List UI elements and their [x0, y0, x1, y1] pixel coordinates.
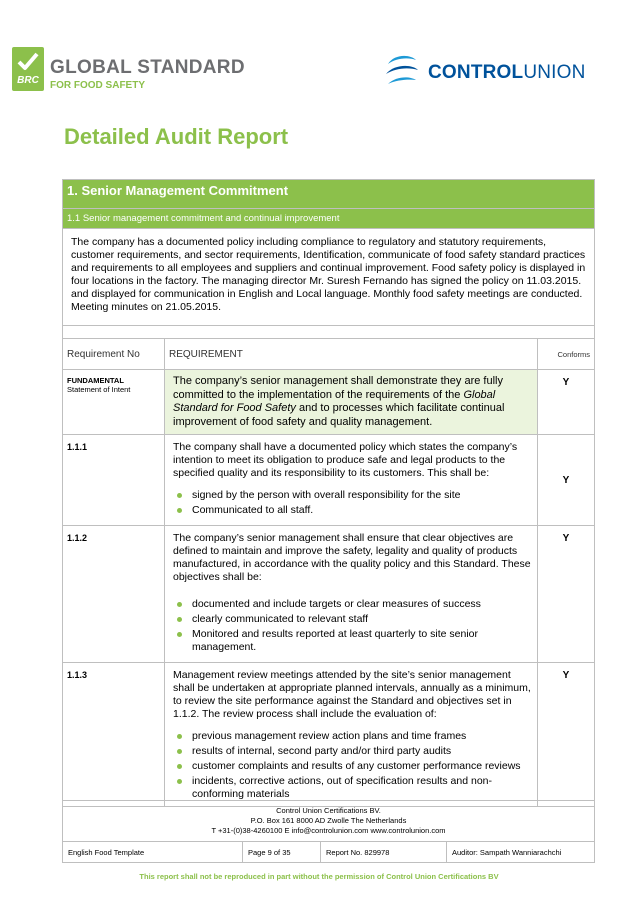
requirement-number: 1.1.3: [63, 663, 165, 807]
footer-contact: T +31-(0)38-4260100 E info@controlunion.com www.controlunion.com: [211, 826, 446, 835]
control-union-logo: [384, 52, 604, 92]
footer-report-number: Report No. 829978: [321, 842, 447, 863]
section-heading: 1. Senior Management Commitment: [63, 180, 595, 209]
brc-badge-text: BRC: [17, 75, 39, 86]
footer-address: P.O. Box 161 8000 AD Zwolle The Netherlands: [250, 816, 407, 825]
col-conforms: Conforms: [538, 339, 595, 370]
requirement-text: The company’s senior management shall ensure that clear objectives are defined to maintain and improve the safety, legality and quality of products manufactured, in accordance with the quality policy and this Standard. These objectives shall be:: [173, 532, 531, 583]
fundamental-label-cell: [63, 370, 165, 435]
requirement-row-1-1-2: [63, 526, 595, 663]
bullet-item: customer complaints and results of any customer performance reviews: [173, 760, 531, 773]
requirement-row-1-1-3: [63, 663, 595, 807]
bullet-item: clearly communicated to relevant staff: [173, 613, 531, 626]
col-requirement: REQUIREMENT: [165, 339, 538, 370]
section-heading-row: [63, 180, 595, 209]
requirement-bullets: [173, 730, 531, 801]
requirement-text: The company shall have a documented policy which states the company’s intention to meet its obligation to produce safe and legal products to the specified quality and its responsibility to its customers. This shall be:: [173, 441, 518, 479]
bullet-item: incidents, corrective actions, out of specification results and non-conforming materials: [173, 775, 531, 801]
bullet-item: Communicated to all staff.: [173, 504, 531, 517]
bullet-item: previous management review action plans and time frames: [173, 730, 531, 743]
requirement-bullets: [173, 489, 531, 517]
bullet-item: documented and include targets or clear measures of success: [173, 598, 531, 611]
footer-meta-row: [63, 842, 595, 863]
footer-page-number: Page 9 of 35: [243, 842, 321, 863]
narrative-row: [63, 229, 595, 326]
page-title: Detailed Audit Report: [64, 124, 289, 149]
requirement-text-cell: [165, 663, 538, 807]
audit-table: [62, 179, 595, 807]
brc-title: GLOBAL STANDARD: [50, 57, 245, 78]
checkmark-icon: [17, 51, 39, 71]
bullet-item: results of internal, second party and/or third party audits: [173, 745, 531, 758]
bullet-item: Monitored and results reported at least quarterly to site senior management.: [173, 628, 531, 654]
footer-company: Control Union Certifications BV.: [276, 806, 381, 815]
fundamental-row: [63, 370, 595, 435]
requirement-text-cell: [165, 526, 538, 663]
brc-subtitle: FOR FOOD SAFETY: [50, 80, 145, 91]
column-header-row: [63, 339, 595, 370]
footer-auditor: Auditor: Sampath Wanniarachchi: [447, 842, 595, 863]
fundamental-conforms: Y: [538, 370, 595, 435]
requirement-number: 1.1.2: [63, 526, 165, 663]
brc-logo: [12, 47, 245, 93]
subsection-heading-row: [63, 209, 595, 229]
requirement-text-cell: [165, 435, 538, 526]
audit-narrative: The company has a documented policy including compliance to regulatory and statutory requirements, customer requirements, and sector requirements, Identification, communicate of food safety standard practices and requirements to all employees and suppliers and continual improvement. Food safety policy is displayed in four locations in the factory. The managing director Mr. Suresh Fernando has signed the policy on 11.03.2015. and displayed for communication in English and Local language. Monthly food safety meetings are conducted. Meeting minutes on 21.05.2015.: [63, 229, 595, 326]
requirement-conforms: Y: [538, 526, 595, 663]
bullet-item: signed by the person with overall responsibility for the site: [173, 489, 531, 502]
footer-template: English Food Template: [63, 842, 243, 863]
requirement-number: 1.1.1: [63, 435, 165, 526]
requirement-conforms: Y: [538, 663, 595, 807]
fundamental-sublabel: Statement of Intent: [67, 385, 131, 394]
requirement-row-1-1-1: [63, 435, 595, 526]
subsection-heading: 1.1 Senior management commitment and continual improvement: [63, 209, 595, 229]
fundamental-text: The company’s senior management shall demonstrate they are fully committed to the implementation of the requirements of the Global Standard for Food Safety and to processes which facilitate continual improvement of food safety and quality management.: [165, 370, 538, 435]
requirement-bullets: [173, 598, 531, 654]
footer-disclaimer: This report shall not be reproduced in part without the permission of Control Union Certifications BV: [139, 872, 499, 881]
control-union-wordmark: CONTROLUNION: [428, 62, 586, 83]
col-requirement-no: Requirement No: [63, 339, 165, 370]
fundamental-label: FUNDAMENTAL: [67, 376, 124, 385]
requirement-text: Management review meetings attended by the site’s senior management shall be undertaken at appropriate planned intervals, annually as a minimum, to review the site performance against the Standard and objectives set in 1.1.2. The review process shall include the evaluation of:: [173, 669, 531, 720]
page-footer: [62, 800, 595, 863]
control-union-swirl-icon: [384, 52, 420, 90]
spacer-row: [63, 326, 595, 339]
requirement-conforms: Y: [538, 435, 595, 526]
footer-address-block: [63, 801, 595, 842]
brc-badge: [12, 47, 44, 91]
